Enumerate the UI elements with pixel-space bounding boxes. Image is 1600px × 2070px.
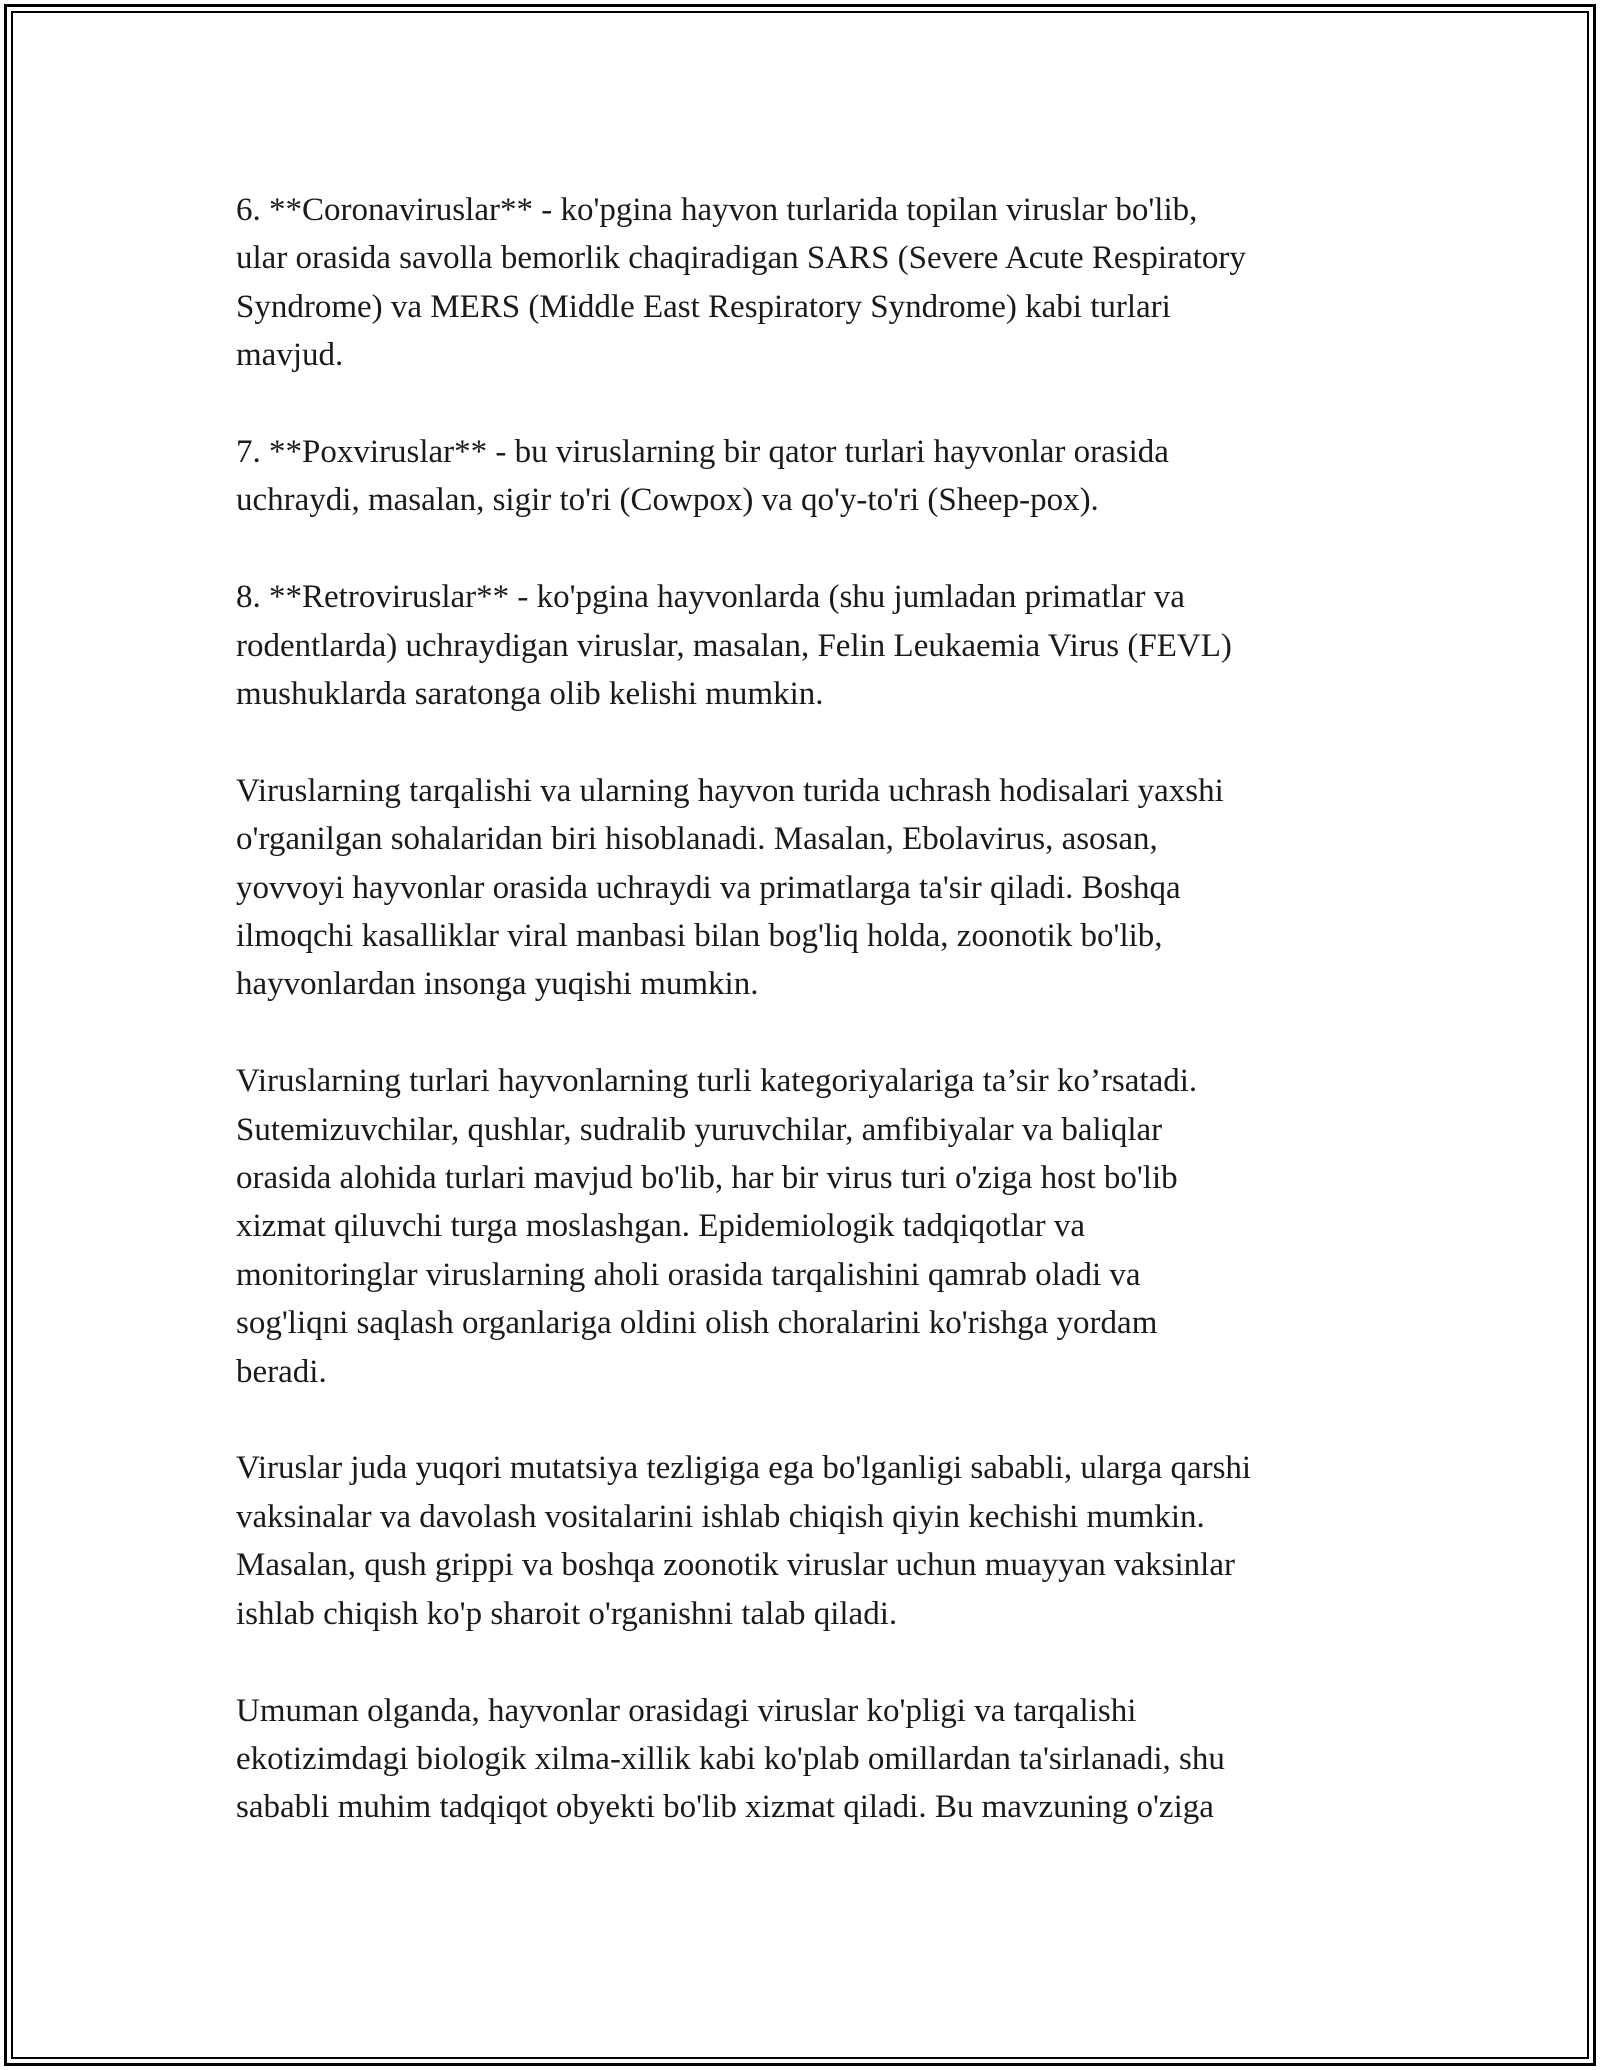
document-body xyxy=(236,186,1386,1880)
paragraph-coronaviruslar: 6. **Coronaviruslar** - ko'pgina hayvon turlarida topilan viruslar bo'lib, ular orasida savolla bemorlik chaqiradigan SARS (Severe Acute Respiratory Syndrome) va MERS (Middle East Respiratory Syndrome) kabi turlari mavjud. xyxy=(236,192,1246,374)
paragraph-virus-spread: Viruslarning tarqalishi va ularning hayvon turida uchrash hodisalari yaxshi o'rganilgan sohalaridan biri hisoblanadi. Masalan, Ebolavirus, asosan, yovvoyi hayvonlar orasida uchraydi va primatlarga ta'sir qiladi. Boshqa ilmoqchi kasalliklar viral manbasi bilan bog'liq holda, zoonotik bo'lib, hayvonlardan insonga yuqishi mumkin. xyxy=(236,772,1224,1003)
paragraph-retroviruslar: 8. **Retroviruslar** - ko'pgina hayvonlarda (shu jumladan primatlar va rodentlarda) uchraydigan viruslar, masalan, Felin Leukaemia Virus (FEVL) mushuklarda saratonga olib kelishi mumkin. xyxy=(236,579,1232,713)
paragraph-poxviruslar: 7. **Poxviruslar** - bu viruslarning bir qator turlari hayvonlar orasida uchraydi, masalan, sigir to'ri (Cowpox) va qo'y-to'ri (Sheep-pox). xyxy=(236,434,1169,519)
paragraph-virus-categories: Viruslarning turlari hayvonlarning turli kategoriyalariga ta’sir ko’rsatadi. Sutemizuvchilar, qushlar, sudralib yuruvchilar, amfibiyalar va baliqlar orasida alohida turlari mavjud bo'lib, har bir virus turi o'ziga host bo'lib xizmat qiluvchi turga moslashgan. Epidemiologik tadqiqotlar va monitoringlar viruslarning aholi orasida tarqalishini qamrab oladi va sog'liqni saqlash organlariga oldini olish choralarini ko'rishga yordam beradi. xyxy=(236,1063,1198,1390)
paragraph-mutation-vaccines: Viruslar juda yuqori mutatsiya tezligiga ega bo'lganligi sababli, ularga qarshi vaksinalar va davolash vositalarini ishlab chiqish qiyin kechishi mumkin. Masalan, qush grippi va boshqa zoonotik viruslar uchun muayyan vaksinlar ishlab chiqish ko'p sharoit o'rganishni talab qiladi. xyxy=(236,1450,1252,1632)
paragraph-conclusion: Umuman olganda, hayvonlar orasidagi viruslar ko'pligi va tarqalishi ekotizimdagi biologik xilma-xillik kabi ko'plab omillardan ta'sirlanadi, shu sababli muhim tadqiqot obyekti bo'lib xizmat qiladi. Bu mavzuning o'ziga xyxy=(236,1692,1225,1826)
